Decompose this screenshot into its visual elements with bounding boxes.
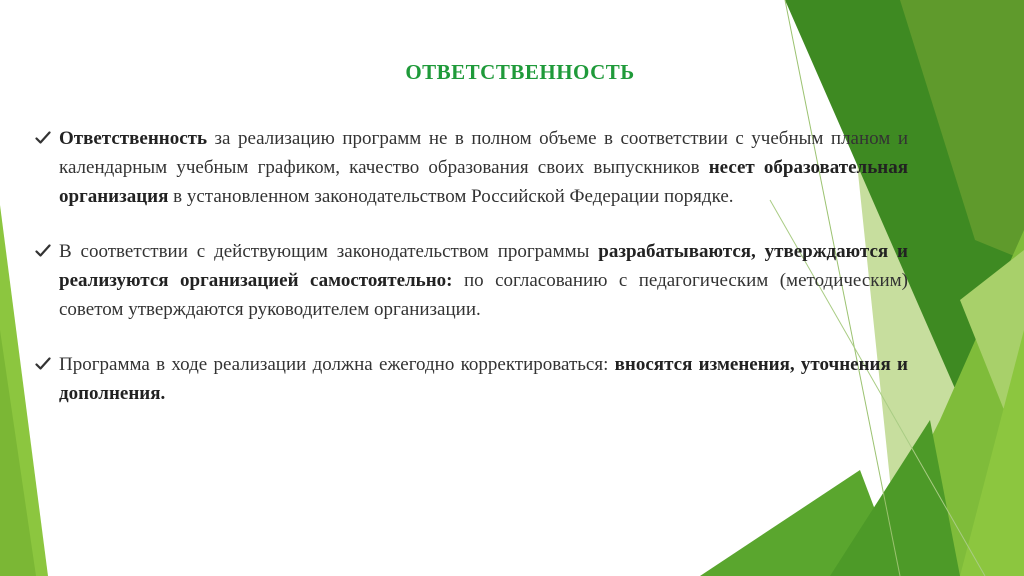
check-icon xyxy=(34,350,54,379)
bullet-text-bold: разрабатываются, утверждаются и реализуются организацией самостоятельно: xyxy=(59,241,908,291)
bullet-text: в установленном законодательством Российской Федерации порядке. xyxy=(168,186,734,207)
bullet-item xyxy=(34,350,908,408)
bullet-text: Программа в ходе реализации должна ежегодно корректироваться: xyxy=(59,354,615,375)
bullet-item xyxy=(34,124,908,211)
check-icon xyxy=(34,237,54,266)
bullet-text-bold: вносятся изменения, уточнения и дополнения. xyxy=(59,354,909,404)
bullet-list xyxy=(34,124,908,408)
check-icon xyxy=(34,124,54,153)
bullet-text-bold: несет образовательная организация xyxy=(59,157,908,207)
bullet-text: по согласованию с педагогическим (методическим) советом утверждаются руководителем организации. xyxy=(59,270,909,320)
bullet-text: за реализацию программ не в полном объеме в соответствии с учебным планом и календарным учебным графиком, качество образования своих выпускников xyxy=(59,128,908,178)
bullet-item xyxy=(34,237,908,324)
slide-title: ОТВЕТСТВЕННОСТЬ xyxy=(405,60,635,84)
bullet-text: В соответствии с действующим законодательством программы xyxy=(59,241,599,262)
bullet-text-bold: Ответственность xyxy=(59,128,208,149)
